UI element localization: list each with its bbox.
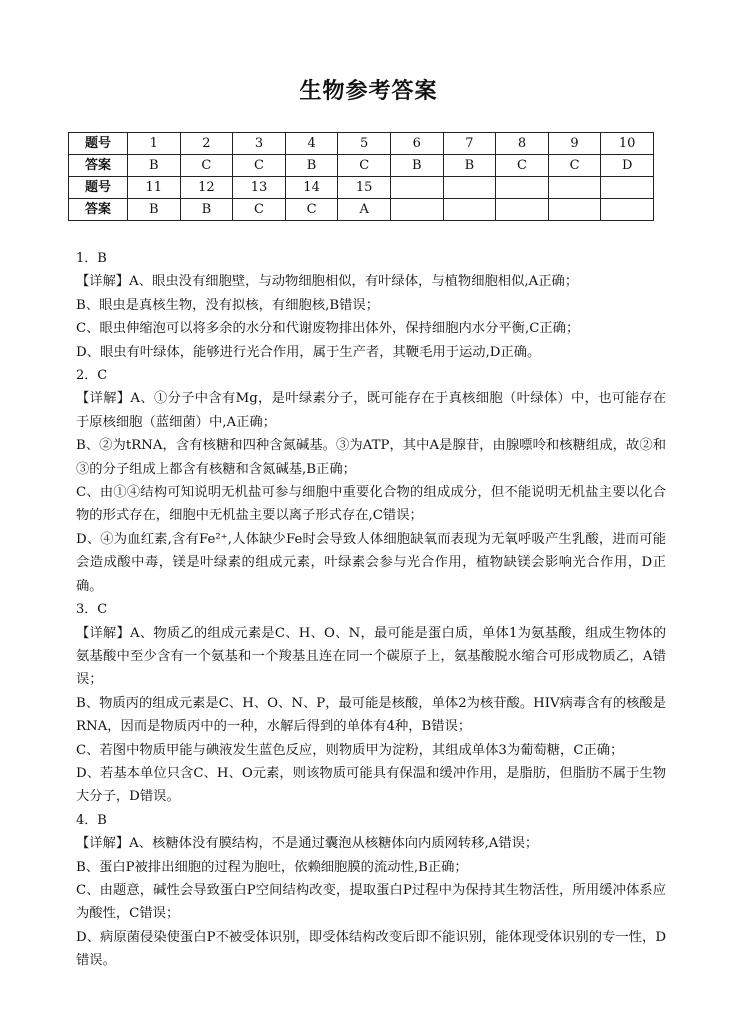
table-cell: 1 [128,133,181,155]
explanation-line: C、由题意，碱性会导致蛋白P空间结构改变，提取蛋白P过程中为保持其生物活性，所用缓冲体系应为酸性，C错误； [76,882,666,922]
question-number: 3．C [76,602,108,618]
question-number: 4．B [76,812,107,828]
table-cell [496,177,549,199]
explanation-line: 【详解】A、物质乙的组成元素是C、H、O、N，最可能是蛋白质，单体1为氨基酸，组成生物体的氨基酸中至少含有一个氨基和一个羧基且连在同一个碳原子上，氨基酸脱水缩合可形成物质乙，A错误； [76,625,666,688]
table-cell: C [233,199,286,221]
table-cell: 9 [548,133,601,155]
table-cell: 答案 [69,155,128,177]
table-cell: 8 [496,133,549,155]
table-cell: 7 [443,133,496,155]
explanation-line: 【详解】A、①分子中含有Mg，是叶绿素分子，既可能存在于真核细胞（叶绿体）中，也可能存在于原核细胞（蓝细菌）中,A正确； [76,391,666,430]
question-number: 2．C [76,368,108,384]
table-cell: 3 [233,133,286,155]
table-cell: C [338,155,391,177]
table-cell: C [285,199,338,221]
table-cell [548,177,601,199]
table-cell: 答案 [69,199,128,221]
explanation-line: D、④为血红素,含有Fe²⁺,人体缺少Fe时会导致人体细胞缺氧而表现为无氧呼吸产生乳酸，进而可能会造成酸中毒，镁是叶绿素的组成元素，叶绿素会参与光合作用，植物缺镁会影响光合作用，D正确。 [76,531,666,594]
explanation-line: B、②为tRNA，含有核糖和四种含氮碱基。③为ATP，其中A是腺苷，由腺嘌呤和核糖组成，故②和③的分子组成上都含有核糖和含氮碱基,B正确； [76,438,666,477]
table-cell [601,199,654,221]
table-row [69,133,654,155]
table-cell: B [390,155,443,177]
table-cell: 14 [285,177,338,199]
table-cell: B [285,155,338,177]
explanation-line: C、由①④结构可知说明无机盐可参与细胞中重要化合物的组成成分，但不能说明无机盐主要以化合物的形式存在，细胞中无机盐主要以离子形式存在,C错误； [76,485,666,524]
table-cell: 12 [180,177,233,199]
table-cell: 11 [128,177,181,199]
table-cell: C [496,155,549,177]
table-cell: 10 [601,133,654,155]
question-number: 1．B [76,251,107,266]
table-row [69,199,654,221]
table-cell: 2 [180,133,233,155]
table-cell [390,199,443,221]
table-row [69,177,654,199]
table-cell [496,199,549,221]
answer-table [68,132,654,221]
table-cell: 13 [233,177,286,199]
table-cell [601,177,654,199]
explanation-line: B、物质丙的组成元素是C、H、O、N、P，最可能是核酸，单体2为核苷酸。HIV病毒含有的核酸是RNA，因而是物质丙中的一种，水解后得到的单体有4种，B错误； [76,695,666,735]
explanation-line: C、眼虫伸缩泡可以将多余的水分和代谢废物排出体外，保持细胞内水分平衡,C正确； [76,321,580,337]
explanation-line: D、眼虫有叶绿体，能够进行光合作用，属于生产者，其鞭毛用于运动,D正确。 [76,344,541,360]
table-row [69,155,654,177]
explanation-line: B、眼虫是真核生物，没有拟核，有细胞核,B错误； [76,297,380,313]
table-cell: B [443,155,496,177]
table-cell: 题号 [69,177,128,199]
table-cell [443,199,496,221]
answer-explanations [76,247,666,973]
table-cell: B [180,199,233,221]
page-title: 生物参考答案 [299,79,438,104]
table-cell: 4 [285,133,338,155]
explanation-line: 【详解】A、核糖体没有膜结构，不是通过囊泡从核糖体向内质网转移,A错误； [76,836,539,852]
table-cell: 5 [338,133,391,155]
explanation-line: C、若图中物质甲能与碘液发生蓝色反应，则物质甲为淀粉，其组成单体3为葡萄糖，C正确； [76,742,624,758]
explanation-line: B、蛋白P被排出细胞的过程为胞吐，依赖细胞膜的流动性,B正确； [76,859,468,875]
table-cell [390,177,443,199]
table-cell: 15 [338,177,391,199]
table-cell: C [233,155,286,177]
table-cell: C [548,155,601,177]
table-cell: B [128,199,181,221]
explanation-line: D、若基本单位只含C、H、O元素，则该物质可能具有保温和缓冲作用，是脂肪，但脂肪不属于生物大分子，D错误。 [76,765,666,805]
table-cell [548,199,601,221]
table-cell: B [128,155,181,177]
table-cell: 题号 [69,133,128,155]
explanation-line: D、病原菌侵染使蛋白P不被受体识别，即受体结构改变后即不能识别，能体现受体识别的专一性，D错误。 [76,929,666,969]
table-cell: C [180,155,233,177]
table-cell: 6 [390,133,443,155]
table-cell: A [338,199,391,221]
table-cell [443,177,496,199]
explanation-line: 【详解】A、眼虫没有细胞壁，与动物细胞相似，有叶绿体，与植物细胞相似,A正确； [76,274,579,290]
table-cell: D [601,155,654,177]
